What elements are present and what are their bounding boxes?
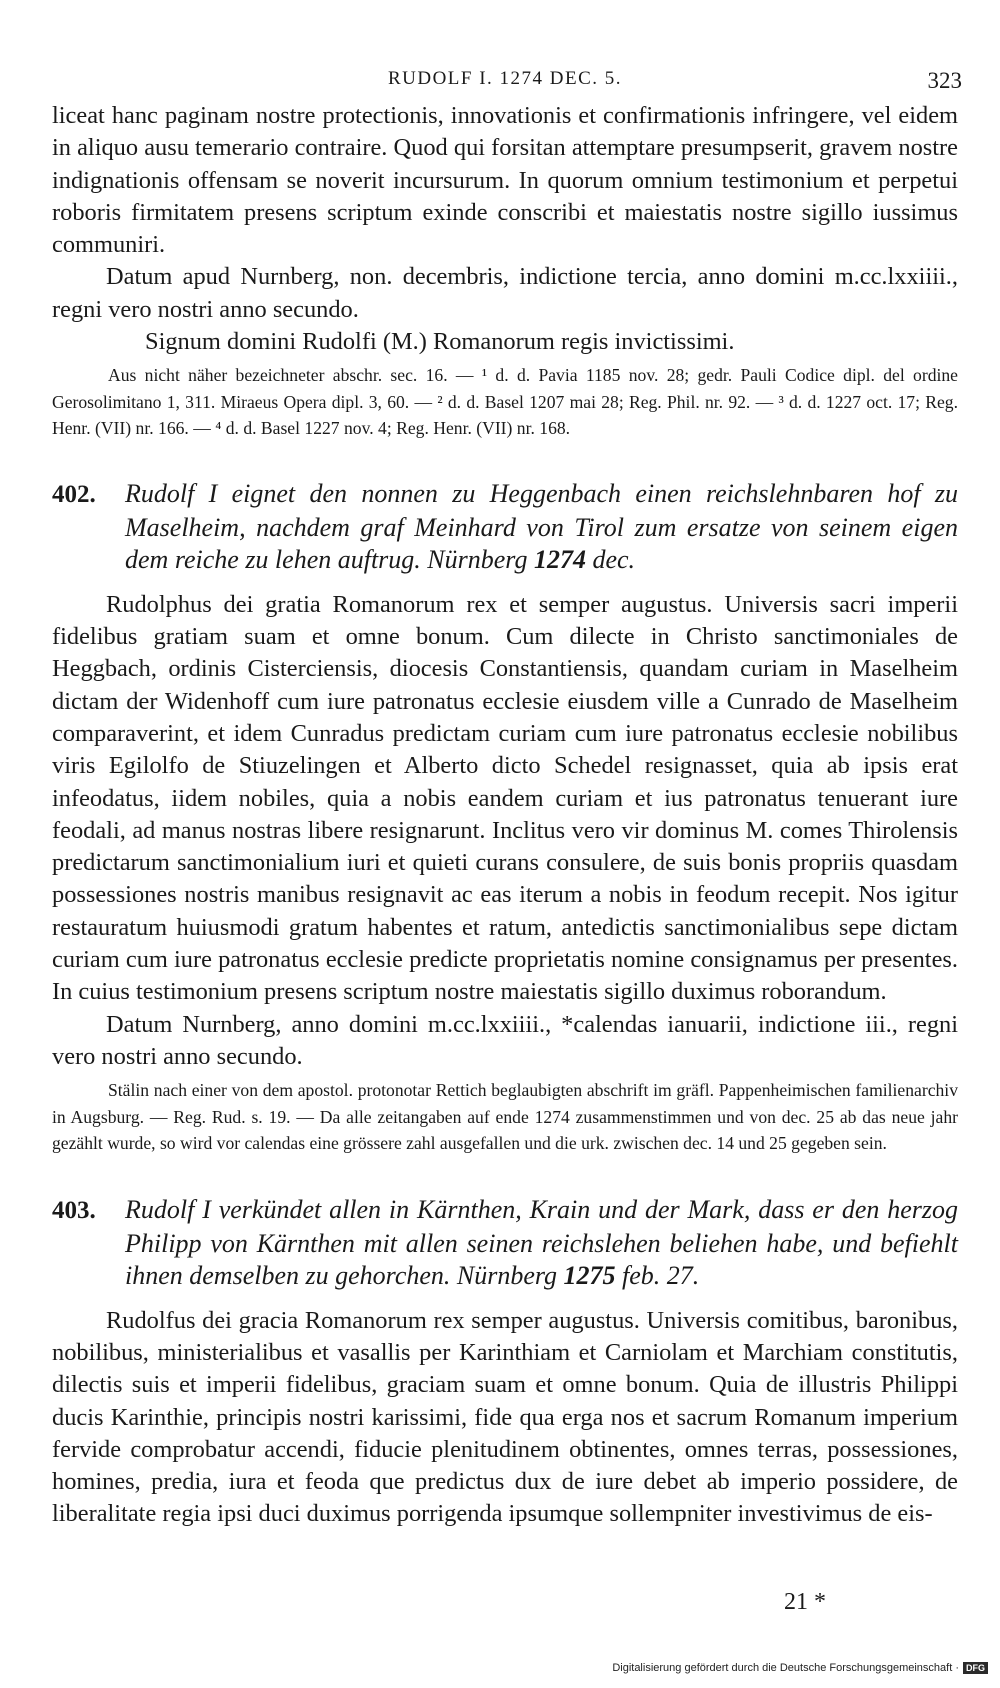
doc-403-number: 403.	[52, 1197, 96, 1225]
doc-402-paragraph: Rudolphus dei gratia Romanorum rex et semper augustus. Universis sacri imperii fidelibus gratiam suam et omne bonum. Cum dilecte in Christo sanctimoniales de Heggbach, ordinis Cisterciensis, diocesis Constantiensis, quandam curiam in Maselheim dictam der Widenhoff cum iure patronatus ecclesie eiusdem ville a Cunrado de Maselheim comparaverint, et idem Cunradus predictam curiam cum iure patronatus ecclesie nobilibus viris Egilolfo de Stiuzelingen et Alberto dicto Schedel resignasset, quia ab ipsis erat infeodatus, iidem nobiles, quia a nobis eandem curiam et ius patronatus tenuerant iure feodali, ad manus nostras libere resignarunt. Inclitus vero vir dominus M. comes Thirolensis predictarum sanctimonialium iuri et quieti curans consulere, de suis bonis propriis quasdam possessiones nostris manibus resignavit ac eas iterum a nobis in feodum recepit. Nos igitur restauratum huiusmodi gratum habentes et ratum, antedictis sanctimonialibus sepe dictam curiam cum iure patronatus ecclesie predicte proprietatis nomine consignamus per presentes. In cuius testimonium presens scriptum nostre maiestatis sigillo duximus roborandum.	[52, 590, 958, 1006]
continuation-footnote: Aus nicht näher bezeichneter abschr. sec. 16. — ¹ d. d. Pavia 1185 nov. 28; gedr. Pauli Codice dipl. del ordine Gerosolimitano 1, 311. Miraeus Opera dipl. 3, 60. — ² d. d. Basel 1207 mai 28; Reg. Phil. nr. 92. — ³ d. d. 1227 oct. 17; Reg. Henr. (VII) nr. 166. — ⁴ d. d. Basel 1227 nov. 4; Reg. Henr. (VII) nr. 168.	[52, 365, 958, 438]
running-head	[52, 60, 962, 100]
doc-402-heading	[52, 478, 958, 577]
running-title: RUDOLF I. 1274 DEC. 5.	[387, 68, 623, 89]
doc-402-footnote: Stälin nach einer von dem apostol. protonotar Rettich beglaubigten abschrift im gräfl. Pappenheimischen familienarchiv in Augsburg. — Reg. Rud. s. 19. — Da alle zeitangaben auf ende 1274 zusammenstimmen und von dec. 25 ab das neue jahr gezählt wurde, so wird vor calendas eine grössere zahl ausgefallen und die urk. zwischen dec. 14 und 25 gegeben sein.	[52, 1080, 958, 1153]
signature-mark: 21 *	[784, 1589, 826, 1615]
doc-403-paragraph: Rudolfus dei gracia Romanorum rex semper augustus. Universis comitibus, baronibus, nobilibus, ministerialibus et vasallis per Karinthiam et Carniolam et Marchiam constitutis, dilectis suis et imperii fidelibus, graciam suam et omne bonum. Quia de illustris Philippi ducis Karinthie, principis nostri karissimi, fide qua erga nos et sacrum Romanum imperium fervide comprobatur accendi, fiducie plenitudinem obtinentes, omnes terras, possessiones, homines, predia, iura et feoda que predictus dux de iure debet ab imperio possidere, de liberalitate regia ipsi duci duximus porrigenda ipsumque sollempniter investivimus de eis-	[52, 1306, 958, 1528]
doc-402-datum: Datum Nurnberg, anno domini m.cc.lxxiiii., *calendas ianuarii, indictione iii., regni vero nostri anno secundo.	[52, 1010, 958, 1070]
document-page	[52, 60, 962, 1531]
doc-403-date-tail: feb. 27.	[622, 1261, 700, 1291]
page-number: 323	[927, 68, 962, 93]
doc-402-year: 1274	[533, 545, 586, 575]
doc-403-year: 1275	[563, 1261, 616, 1291]
continuation-datum: Datum apud Nurnberg, non. decembris, indictione tercia, anno domini m.cc.lxxiiii., regni vero nostri anno secundo.	[52, 263, 958, 323]
doc-402-number: 402.	[52, 481, 96, 509]
doc-403-heading	[52, 1194, 958, 1293]
doc-402-heading-text: Rudolf I eignet den nonnen zu Heggenbach einen reichslehnbaren hof zu Maselheim, nachdem graf Meinhard von Tirol zum ersatze von seinem eigen dem reiche zu lehen auftrug. Nürnberg	[125, 479, 958, 575]
dfg-logo: DFG	[963, 1662, 988, 1674]
digitization-credit	[612, 1662, 988, 1674]
credit-text: Digitalisierung gefördert durch die Deutsche Forschungsgemeinschaft ·	[612, 1662, 959, 1674]
continuation-paragraph: liceat hanc paginam nostre protectionis, innovationis et confirmationis infringere, vel eidem in aliquo ausu temerario contraire. Quod qui forsitan attemptare presumpserit, gravem nostre indignationis offensam se noverit incursurum. In quorum omnium testimonium et perpetui roboris firmitatem presens scriptum exinde conscribi et maiestatis nostre sigillo iussimus communiri.	[52, 102, 958, 259]
doc-403-heading-text: Rudolf I verkündet allen in Kärnthen, Krain und der Mark, dass er den herzog Philipp von Kärnthen mit allen seinen reichslehen beliehen habe, und befiehlt ihnen demselben zu gehorchen. Nürnberg	[125, 1195, 958, 1291]
continuation-signum: Signum domini Rudolfi (M.) Romanorum regis invictissimi.	[145, 328, 735, 356]
doc-402-date-tail: dec.	[592, 545, 636, 575]
